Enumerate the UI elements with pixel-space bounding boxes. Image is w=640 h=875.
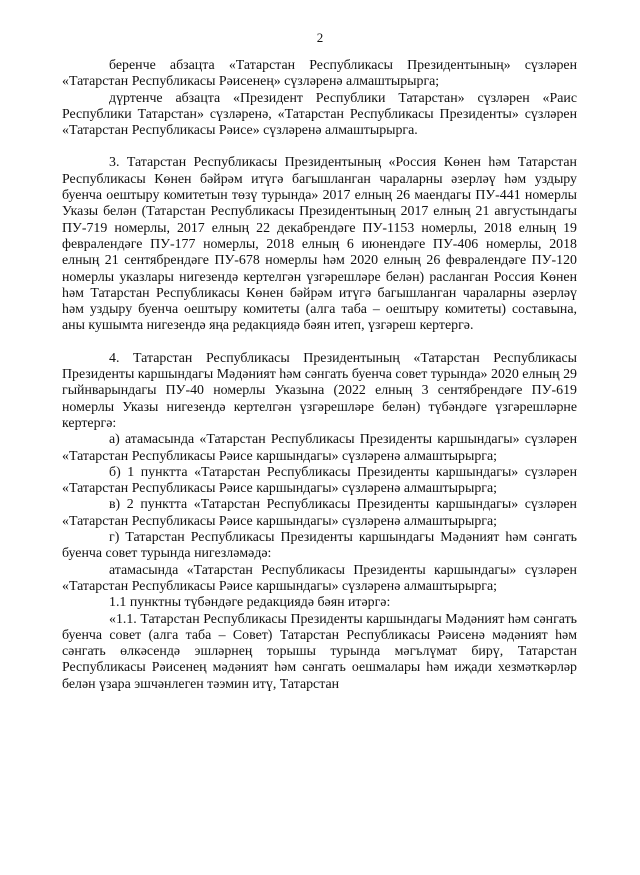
document-body [62, 58, 577, 693]
paragraph-subitem-v: в) 2 пунктта «Татарстан Республикасы Президенты каршындагы» сүзләрен «Татарстан Республикасы Рәисе каршындагы» сүзләренә алмаштырырга; [62, 497, 577, 529]
paragraph-point-1-1-intro: 1.1 пунктны түбәндәге редакциядә бәян итәргә: [109, 595, 391, 611]
paragraph-item-3: 3. Татарстан Республикасы Президентының «Россия Көнен һәм Татарстан Республикасы Көнен бәйрәм итүгә багышланган чараларны әзерләү һәм уздыру буенча оештыру комитетын төзү турында» 2017 елның 26 маендагы ПУ-441 номерлы Указы белән (Татарстан Республикасы Президентының 2017 елның 21 августындагы ПУ-719 номерлы, 2017 елның 22 декабрендәге ПУ-1153 номерлы, 2018 елның 19 февралендәге ПУ-177 номерлы, 2018 елның 6 июнендәге ПУ-406 номерлы, 2018 елның 21 сентябрендәге ПУ-678 номерлы һәм 2020 елның 26 февралендәге ПУ-120 номерлы указлары нигезендә кертелгән үзгәрешләре белән) расланган Россия Көнен һәм Татарстан Республикасы Көнен бәйрәм итүгә багышланган чараларны әзерләү һәм уздыру буенча оештыру комитеты (алга таба – оештыру комитеты) составына, аны кушымта нигезендә яңа редакциядә бәян итеп, үзгәреш кертергә. [62, 155, 577, 334]
paragraph-first-abzac: беренче абзацта «Татарстан Республикасы Президентының» сүзләрен «Татарстан Республикасы Рәисенең» сүзләренә алмаштырырга; [62, 58, 577, 90]
paragraph-subitem-b: б) 1 пунктта «Татарстан Республикасы Президенты каршындагы» сүзләрен «Татарстан Республикасы Рәисе каршындагы» сүзләренә алмаштырырга; [62, 464, 577, 497]
paragraph-item-4: 4. Татарстан Республикасы Президентының «Татарстан Республикасы Президенты каршындагы Мәдәният һәм сәнгать буенча совет турында» 2020 елның 29 гыйнварындагы ПУ-40 номерлы Указына (2022 елның 3 сентябрендәге ПУ-619 номерлы Указы нигезендә кертелгән үзгәрешләре белән) түбәндәге үзгәрешләрне кертергә: [62, 350, 577, 431]
paragraph-subitem-g: г) Татарстан Республикасы Президенты каршындагы Мәдәният һәм сәнгать буенча совет турында нигезләмәдә: [62, 530, 577, 562]
paragraph-fourth-abzac: дүртенче абзацта «Президент Республики Татарстан» сүзләрен «Раис Республики Татарстан» сүзләренә, «Татарстан Республикасы Президенты» сүзләрен «Татарстан Республикасы Рәисе» сүзләренә алмаштырырга. [62, 90, 577, 139]
paragraph-subitem-a: а) атамасында «Татарстан Республикасы Президенты каршындагы» сүзләрен «Татарстан Республикасы Рәисе каршындагы» сүзләренә алмаштырырга; [62, 432, 577, 464]
paragraph-title-change: атамасында «Татарстан Республикасы Президенты каршындагы» сүзләрен «Татарстан Республикасы Рәисе каршындагы» сүзләренә алмаштырырга; [62, 562, 577, 594]
page-number: 2 [316, 30, 324, 45]
paragraph-point-1-1-text: «1.1. Татарстан Республикасы Президенты каршындагы Мәдәният һәм сәнгать буенча совет (алга таба – Совет) Татарстан Республикасы Рәисенә мәдәният һәм сәнгать өлкәсендә эшләрнең торышы турында мәгълүмат бирү, Татарстан Республикасы Рәисенең мәдәният һәм сәнгать оешмалары һәм иҗади хезмәткәрләр белән үзара эшчәнлеген тәэмин итү, Татарстан [62, 611, 577, 692]
